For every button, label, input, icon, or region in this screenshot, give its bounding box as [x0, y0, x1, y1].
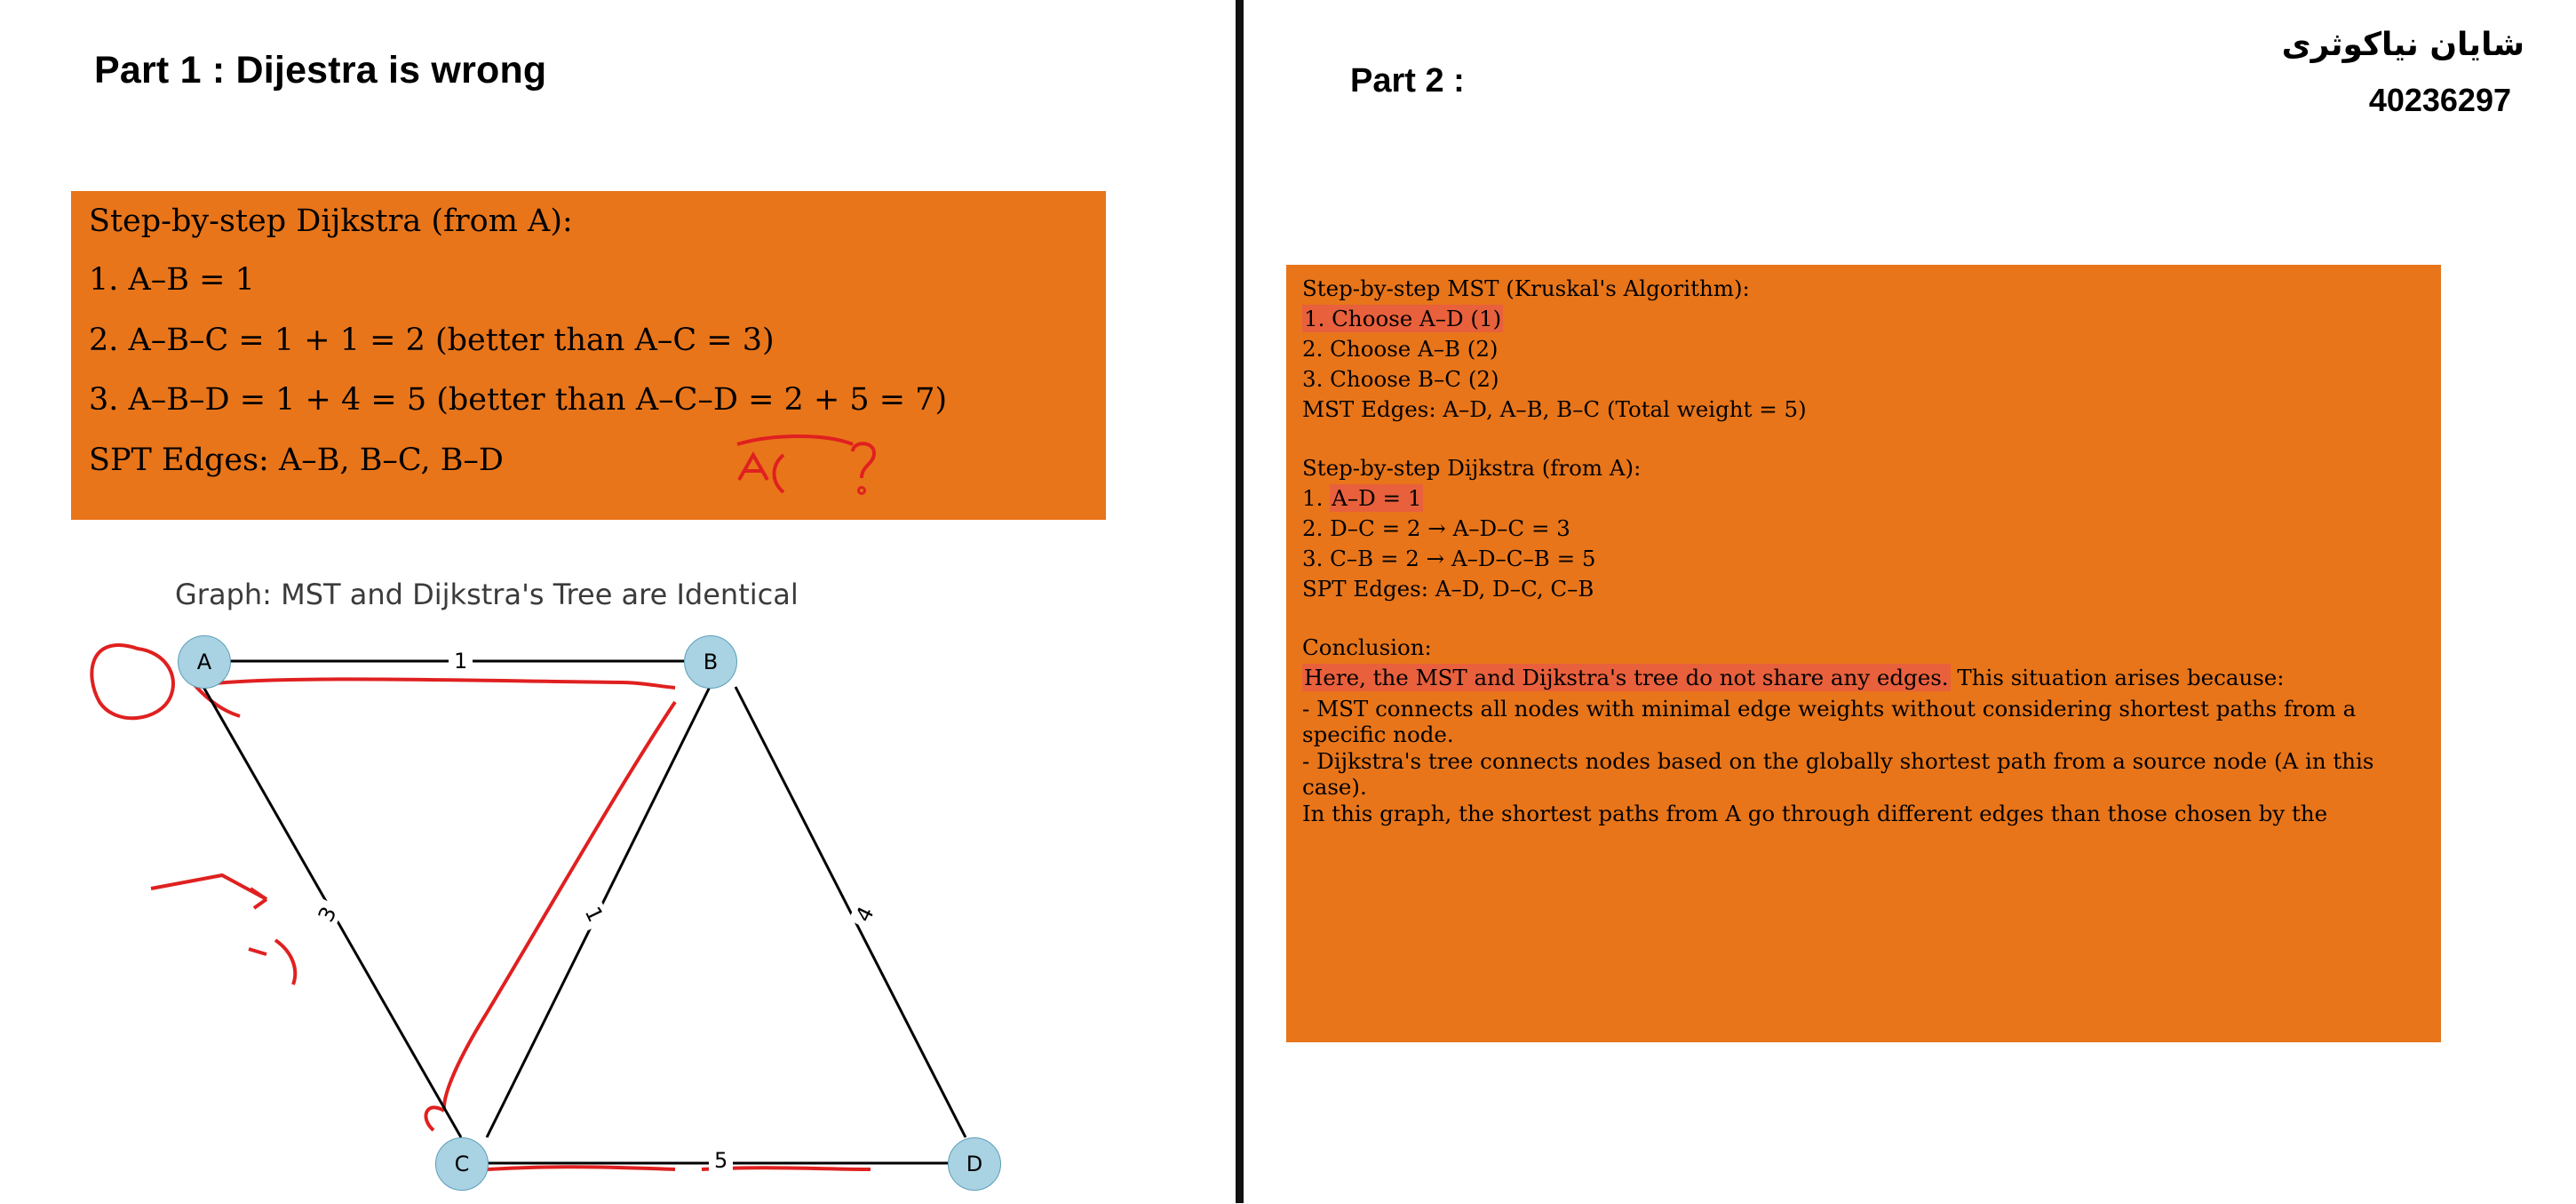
mst-heading: Step-by-step MST (Kruskal's Algorithm):: [1302, 275, 1750, 301]
dijkstra-step-line: SPT Edges: A–B, B–C, B–D: [89, 443, 504, 478]
mst-step-1-text: 1. Choose A–D (1): [1304, 306, 1502, 331]
part2-title: Part 2 :: [1350, 62, 1465, 100]
right-panel: [1244, 0, 2576, 1203]
mst-edges: MST Edges: A–D, A–B, B–C (Total weight = 5): [1302, 396, 1807, 422]
graph-node-c[interactable]: C: [435, 1137, 489, 1191]
spt-edges: SPT Edges: A–D, D–C, C–B: [1302, 576, 1594, 602]
conclusion-bullet-2: - Dijkstra's tree connects nodes based on the globally shortest path from a source node (A in this case).: [1302, 748, 2374, 800]
dijkstra-step-1-highlight: A–D = 1: [1332, 485, 1422, 511]
dijkstra-step-line: 3. A–B–D = 1 + 4 = 5 (better than A–C–D = 2 + 5 = 7): [89, 382, 948, 418]
edge-weight-bd: 4: [848, 898, 881, 931]
edge-weight-bc: 1: [577, 898, 610, 931]
conclusion-bullet-1: - MST connects all nodes with minimal edge weights without considering shortest paths from a specific node.: [1302, 696, 2357, 747]
conclusion-highlight: Here, the MST and Dijkstra's tree do not share any edges.: [1304, 665, 1949, 690]
dijkstra-step-1: [1302, 487, 1423, 511]
dijkstra-heading: Step-by-step Dijkstra (from A):: [1302, 455, 1642, 481]
dijkstra-step-1-prefix: 1.: [1302, 485, 1331, 511]
edge-weight-ab: 1: [449, 649, 473, 674]
conclusion-rest: This situation arises because:: [1950, 665, 2285, 690]
student-id: 40236297: [2368, 82, 2511, 118]
panel-divider: [1236, 0, 1244, 1203]
dijkstra-step-2: 2. D–C = 2 → A–D–C = 3: [1302, 515, 1570, 541]
conclusion-bullet-3: In this graph, the shortest paths from A go through different edges than those chosen by the: [1302, 801, 2328, 826]
graph-caption: Graph: MST and Dijkstra's Tree are Identical: [175, 578, 799, 611]
conclusion-lead: [1302, 666, 2285, 690]
mst-step-2: 2. Choose A–B (2): [1302, 336, 1499, 362]
dijkstra-step-3: 3. C–B = 2 → A–D–C–B = 5: [1302, 546, 1596, 571]
conclusion-heading: Conclusion:: [1302, 634, 1432, 660]
dijkstra-step-line: 2. A–B–C = 1 + 1 = 2 (better than A–C = 3): [89, 323, 775, 358]
edge-weight-ac: 3: [311, 898, 344, 931]
dijkstra-step-line: Step-by-step Dijkstra (from A):: [89, 203, 573, 239]
mst-step-1: [1302, 307, 1503, 331]
dijkstra-step-line: 1. A–B = 1: [89, 262, 255, 298]
graph-node-b[interactable]: B: [684, 635, 737, 689]
left-panel: [0, 0, 1236, 1203]
graph-node-a[interactable]: A: [178, 635, 231, 689]
student-name: شایان نیاکوثری: [2281, 27, 2524, 63]
edge-weight-cd: 5: [709, 1148, 733, 1173]
graph-figure: [53, 613, 1119, 1200]
part1-title: Part 1 : Dijestra is wrong: [94, 49, 547, 92]
mst-step-3: 3. Choose B–C (2): [1302, 366, 1499, 392]
graph-node-d[interactable]: D: [948, 1137, 1001, 1191]
dijkstra-steps-box: [71, 191, 1106, 520]
mst-dijkstra-explanation-box: [1286, 265, 2441, 1042]
